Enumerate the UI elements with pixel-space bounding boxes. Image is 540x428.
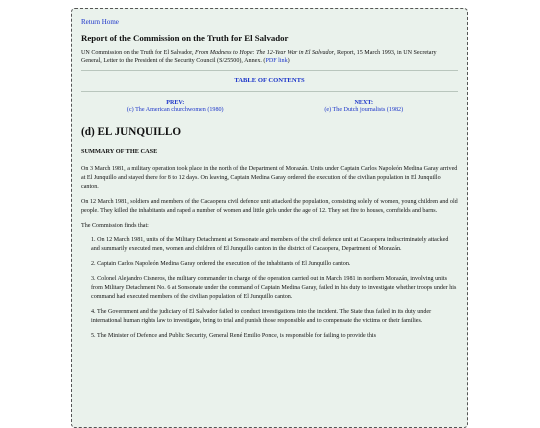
document-panel	[71, 8, 468, 428]
citation-post: , Report, 15 March 1993, in UN Secretary General, Letter to the President of the Security Council (S/25500), Annex. (	[81, 50, 437, 64]
citation-end: )	[287, 58, 290, 64]
summary-paragraph: On 3 March 1981, a military operation took place in the north of the Department of Morazán. Units under Captain Carlos Napoleón Medina Garay arrived at El Junquillo and stayed there for 8 to 12 days. On leaving, Captain Medina Garay ordered the execution of the civilian population in El Junquillo canton.	[81, 166, 458, 190]
finding-item: 2. Captain Carlos Napoleón Medina Garay ordered the execution of the inhabitants of El Junquillo canton.	[91, 261, 351, 268]
pdf-link[interactable]: PDF link	[265, 58, 288, 64]
citation-pre: UN Commission on the Truth for El Salvador,	[81, 50, 196, 56]
findings-list	[81, 236, 458, 340]
prev-section-link[interactable]: (c) The American churchwomen (1980)	[126, 107, 224, 113]
citation	[81, 49, 458, 65]
finding-item: 3. Colonel Alejandro Cisneros, the military commander in charge of the operation carried out in March 1981 in northern Morazán, involving units from Military Detachment No. 6 at Sonsonate under the command of Captain Medina Garay, failed in his duty to investigate whether troops under his command had executed members of the civilian population of El Junquillo canton.	[91, 276, 457, 300]
divider-bottom	[81, 91, 458, 92]
finding-item: 5. The Minister of Defence and Public Security, General René Emilio Ponce, is responsible for failing to provide this	[91, 332, 376, 339]
next-label: NEXT:	[354, 100, 373, 106]
next-nav	[270, 100, 459, 114]
findings-intro: The Commission finds that:	[81, 222, 149, 229]
section-heading: (d) EL JUNQUILLO	[81, 126, 182, 138]
return-home-link[interactable]: Return Home	[81, 18, 119, 26]
section-subheading: SUMMARY OF THE CASE	[81, 148, 158, 155]
finding-item: 4. The Government and the judiciary of El Salvador failed to conduct investigations into the incident. The State thus failed in its duty under international human rights law to investigate, bring to trial and punish those responsible and to compensate the victims or their families.	[91, 308, 432, 324]
finding-item: 1. On 12 March 1981, units of the Military Detachment at Sonsonate and members of the civil defence unit at Cacaopera indiscriminately attacked and summarily executed men, women and children of El Junquillo canton in the district of Cacaopera, Department of Morazán.	[91, 237, 449, 253]
prev-next-nav	[81, 100, 458, 114]
page-title: Report of the Commission on the Truth for El Salvador	[81, 33, 289, 43]
prev-nav	[81, 100, 270, 114]
next-section-link[interactable]: (e) The Dutch journalists (1982)	[324, 107, 404, 113]
citation-report-title: From Madness to Hope: The 12-Year War in El Salvador	[195, 50, 334, 56]
prev-label: PREV:	[166, 100, 185, 106]
table-of-contents-link[interactable]: TABLE OF CONTENTS	[234, 77, 305, 84]
summary-paragraph: On 12 March 1981, soldiers and members of the Cacaopera civil defence unit attacked the population, consisting solely of women, young children and old people. They killed the inhabitants and raped a number of women and little girls under the age of 12. They set fire to houses, cornfields and barns.	[81, 198, 458, 214]
